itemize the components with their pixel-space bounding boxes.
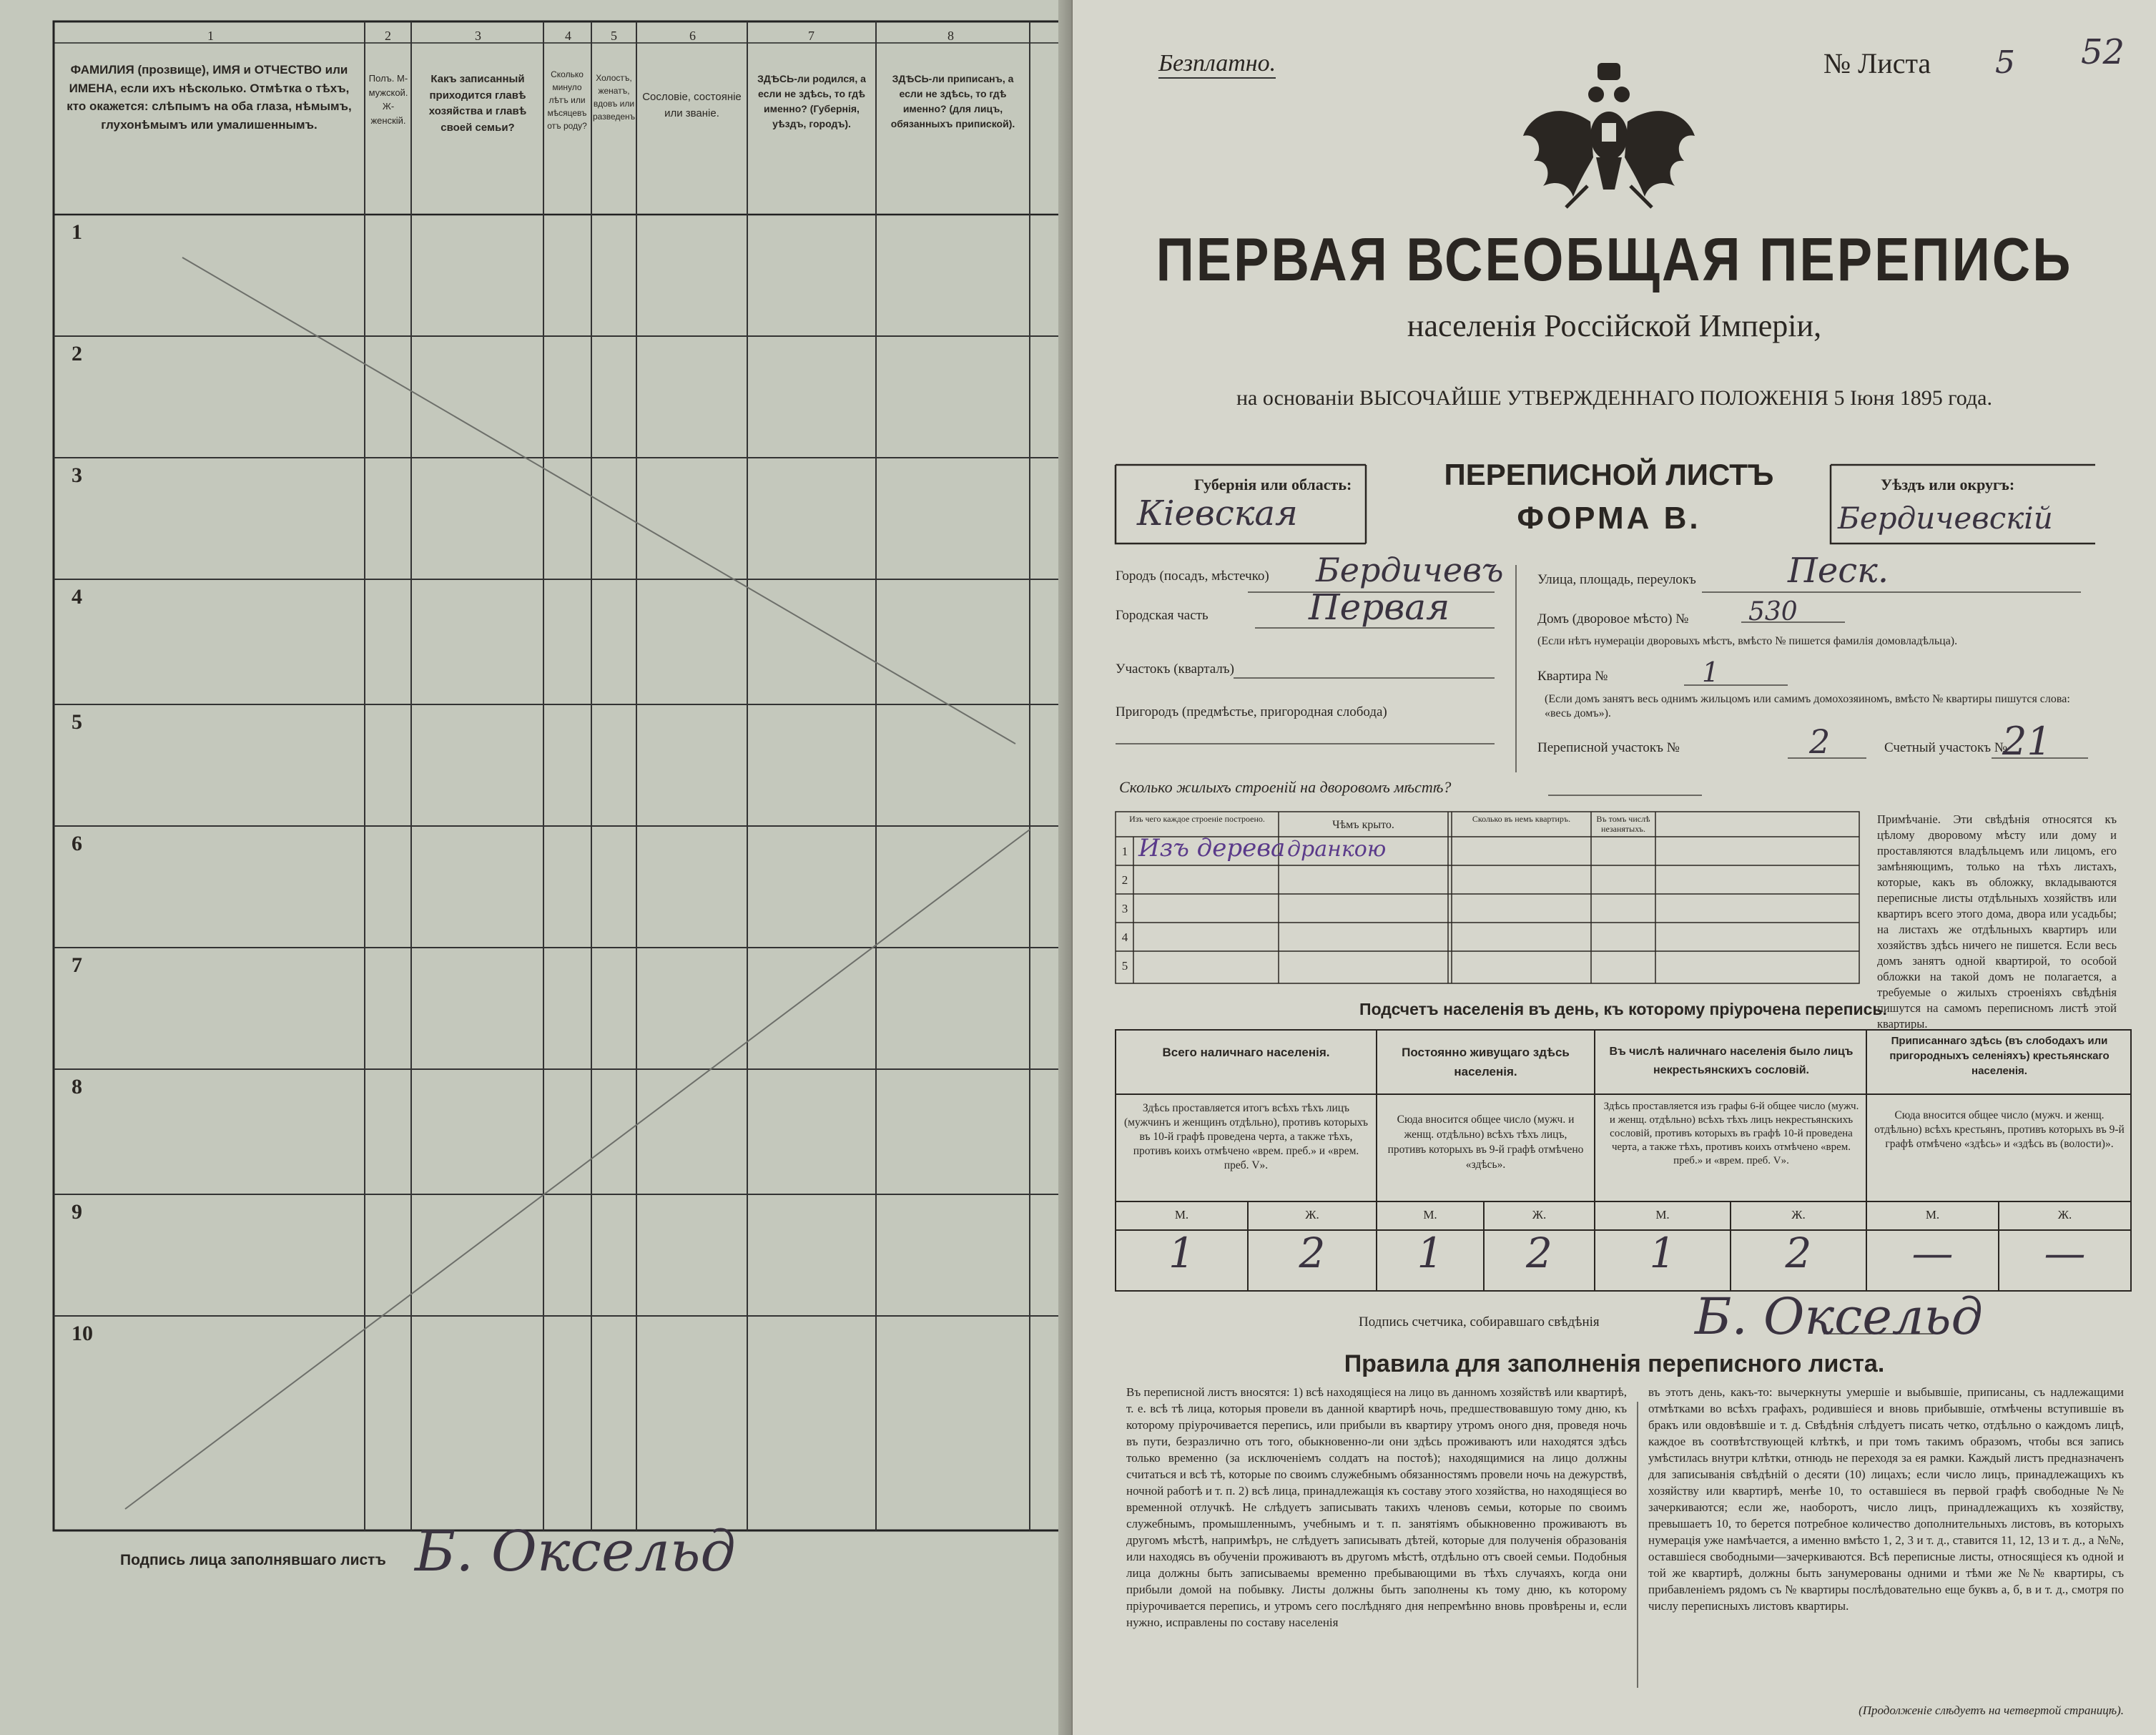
column-number: 8 xyxy=(947,29,954,43)
gorod-label: Городъ (посадъ, мѣстечко) xyxy=(1116,569,1269,584)
mf-label: М. xyxy=(1174,1208,1189,1222)
mf-value: 2 xyxy=(1785,1229,1812,1277)
build-header: Въ томъ числѣ незанятыхъ. xyxy=(1596,814,1650,834)
header-registered: ЗДѢСЬ-ли приписанъ, а если не здѣсь, то гдѣ именно? (для лицъ, обязанныхъ припиской). xyxy=(890,73,1015,129)
uchastok-label: Участокъ (кварталъ) xyxy=(1116,662,1234,677)
left-page xyxy=(0,0,1073,1735)
build-roof: дранкою xyxy=(1287,837,1387,862)
form-title: ПЕРЕПИСНОЙ ЛИСТЪ xyxy=(1444,458,1774,491)
count-header: Приписаннаго здѣсь (въ слободахъ или пригородныхъ селеніяхъ) крестьянскаго населенія. xyxy=(1889,1035,2110,1077)
mf-label: Ж. xyxy=(1791,1208,1806,1222)
build-header: Изъ чего каждое строеніе построено. xyxy=(1129,814,1265,824)
left-grid xyxy=(0,0,1073,1735)
page-title: ПЕРВАЯ ВСЕОБЩАЯ ПЕРЕПИСЬ xyxy=(1156,225,2073,294)
header-marital: Холостъ, женатъ, вдовъ или разведенъ. xyxy=(593,73,638,122)
kvartira-note: (Если домъ занятъ весь однимъ жильцомъ или самимъ домохозяиномъ, вмѣсто № квартиры пишутся слова: «весь домъ»). xyxy=(1545,693,2070,719)
mf-value: 1 xyxy=(1417,1229,1444,1277)
stroeniya-question: Сколько жилыхъ строеній на дворовомъ мѣстѣ? xyxy=(1119,778,1452,796)
kvartira-value: 1 xyxy=(1702,657,1720,688)
row-number: 5 xyxy=(72,710,82,734)
schetny-value: 21 xyxy=(2002,719,2052,764)
count-header: Въ числѣ наличнаго населенія было лицъ некрестьянскихъ сословій. xyxy=(1609,1046,1854,1076)
row-number: 8 xyxy=(72,1075,82,1098)
column-number: 5 xyxy=(611,29,617,43)
mf-value: — xyxy=(1911,1229,1954,1277)
mf-value: 2 xyxy=(1526,1229,1552,1277)
row-number: 6 xyxy=(72,832,82,855)
mf-label: М. xyxy=(1925,1208,1940,1222)
column-number: 7 xyxy=(808,29,814,43)
build-row-number: 1 xyxy=(1121,845,1128,858)
mf-value: — xyxy=(2044,1229,2086,1277)
gorod-value: Бердичевъ xyxy=(1316,551,1504,589)
count-desc: Сюда вносится общее число (мужч. и женщ. отдѣльно) всѣхъ тѣхъ лицъ, противъ которыхъ въ 9-й графѣ отмѣчено «здѣсь». xyxy=(1387,1114,1584,1171)
build-header: Сколько въ немъ квартиръ. xyxy=(1472,814,1571,824)
mf-label: М. xyxy=(1423,1208,1437,1222)
sheet-label: № Листа xyxy=(1823,47,1931,79)
perepisnoy-value: 2 xyxy=(1809,722,1831,761)
row-number: 2 xyxy=(72,342,82,365)
header-estate: Сословіе, состояніе или званіе. xyxy=(642,91,742,119)
rules-continued: (Продолженіе слѣдуетъ на четвертой страницѣ). xyxy=(1859,1704,2124,1717)
mf-label: Ж. xyxy=(1305,1208,1319,1222)
build-header: Чѣмъ крыто. xyxy=(1332,819,1394,831)
column-number: 6 xyxy=(689,29,696,43)
form-name: ФОРМА В. xyxy=(1517,501,1701,536)
header-birthplace: ЗДѢСЬ-ли родился, а если не здѣсь, то гдѣ именно? (Губернія, уѣздъ, городъ). xyxy=(757,73,866,129)
count-header: Постоянно живущаго здѣсь населенія. xyxy=(1402,1046,1570,1079)
uezd-value: Бердичевскій xyxy=(1838,501,2053,536)
column-number: 2 xyxy=(385,29,391,43)
guberniya-label: Губернія или область: xyxy=(1194,476,1352,493)
page-subtitle: населенія Россійской Имперіи, xyxy=(1407,308,1822,343)
rules-right: въ этотъ день, какъ-то: вычеркнуты умершіе и выбывшіе, приписаны, съ надлежащими отмѣтками во всѣхъ графахъ, родившіеся и вновь прибывшіе, отмѣчены вступившіе въ бракъ или овдовѣвшіе и т. д. Свѣдѣнія слѣдуетъ писать четко, отдѣльно о каждомъ лицѣ, каждое въ соотвѣтствующей клѣткѣ, и при томъ такимъ образомъ, чтобы вся запись умѣстилась внутри клѣтки, отнюдь не переходя за ея рамки. Каждый листъ предназначенъ для записыванія свѣдѣній о десяти (10) лицахъ; если число лицъ, принадлежащихъ къ хозяйству или квартирѣ, менѣе 10, то оставшіеся въ первой графѣ свободные №№ зачеркиваются; если же, наоборотъ, число лицъ, принадлежащихъ къ хозяйству, превышаетъ 10, то берется потребное количество дополнительныхъ листовъ, въ которыхъ нумерація уже намѣчается, а именно вмѣсто 1, 2, 3 и т. д., ставится 11, 12, 13 и т. д., а №№, оставшіеся свободными—зачеркиваются. Всѣ переписные листы, относящіеся къ одной и той же квартирѣ, должны быть занумерованы одними и тѣми же №№ квартиры, съ прибавленіемъ рядомъ съ № квартиры послѣдовательно еще буквъ а, б, в и т. д., смотря по числу переписныхъ листовъ квартиры. xyxy=(1648,1385,2124,1613)
count-desc: Сюда вносится общее число (мужч. и женщ. отдѣльно) всѣхъ крестьянъ, противъ которыхъ въ 9-й графѣ отмѣчено «здѣсь» и «здѣсь въ (волости)». xyxy=(1874,1109,2125,1150)
mf-label: Ж. xyxy=(2057,1208,2072,1222)
mf-value: 2 xyxy=(1299,1229,1326,1277)
mf-value: 1 xyxy=(1168,1229,1195,1277)
rules-title: Правила для заполненія переписного листа. xyxy=(1344,1350,1885,1377)
schetny-label: Счетный участокъ № xyxy=(1884,740,2007,755)
build-row-number: 3 xyxy=(1121,902,1128,915)
ulitsa-label: Улица, площадь, переулокъ xyxy=(1537,572,1696,587)
row-number: 10 xyxy=(72,1322,93,1345)
counter-signature: Б. Оксельд xyxy=(1695,1287,1983,1346)
count-header: Всего наличнаго населенія. xyxy=(1162,1046,1330,1059)
signature-label: Подпись лица заполнявшаго листъ xyxy=(120,1552,386,1568)
count-desc: Здѣсь проставляется итогъ всѣхъ тѣхъ лицъ (мужчинъ и женщинъ отдѣльно), противъ которыхъ въ 10-й графѣ проведена черта, а также тѣхъ, противъ коихъ отмѣчено «врем. преб.» и «врем. преб. V». xyxy=(1124,1102,1368,1171)
chast-value: Первая xyxy=(1309,586,1450,628)
guberniya-value: Кіевская xyxy=(1137,493,1298,534)
sheet-number: 5 xyxy=(1995,44,2015,81)
row-number: 1 xyxy=(72,220,82,244)
emblem xyxy=(1523,63,1695,207)
header-age: Сколько минуло лѣтъ или мѣсяцевъ отъ роду? xyxy=(547,69,587,131)
header-relation: Какъ записанный приходится главѣ хозяйства и главѣ своей семьи? xyxy=(428,73,527,134)
count-title: Подсчетъ населенія въ день, къ которому пріурочена перепись. xyxy=(1359,1000,1887,1018)
uezd-label: Уѣздъ или округъ: xyxy=(1881,476,2015,493)
row-number: 7 xyxy=(72,953,82,977)
column-number: 1 xyxy=(207,29,214,43)
build-row-number: 4 xyxy=(1121,930,1128,944)
mf-label: Ж. xyxy=(1532,1208,1547,1222)
free-label: Безплатно. xyxy=(1158,50,1276,79)
header-name: ФАМИЛИЯ (прозвище), ИМЯ и ОТЧЕСТВО или ИМЕНА, если ихъ нѣсколько. Отмѣтка о тѣхъ, кто окажется: слѣпымъ на оба глаза, нѣмымъ, глухонѣмымъ или умалишеннымъ. xyxy=(67,63,352,132)
build-row-number: 5 xyxy=(1121,959,1128,973)
mf-label: М. xyxy=(1655,1208,1670,1222)
basis-line: на основаніи ВЫСОЧАЙШЕ УТВЕРЖДЕННАГО ПОЛОЖЕНІЯ 5 Іюня 1895 года. xyxy=(1236,386,1992,410)
right-page xyxy=(1073,0,2156,1735)
header-sex: Полъ. М-мужской. Ж-женскій. xyxy=(368,73,408,126)
corner-number: 52 xyxy=(2081,32,2125,72)
row-number: 3 xyxy=(72,463,82,487)
column-number: 4 xyxy=(565,29,571,43)
dom-value: 530 xyxy=(1748,597,1798,626)
kvartira-label: Квартира № xyxy=(1537,669,1608,684)
row-number: 9 xyxy=(72,1200,82,1224)
dom-label: Домъ (дворовое мѣсто) № xyxy=(1537,611,1689,626)
left-signature: Б. Оксельд xyxy=(415,1520,736,1584)
counter-sign-label: Подпись счетчика, собиравшаго свѣдѣнія xyxy=(1359,1314,1600,1329)
build-row-number: 2 xyxy=(1121,873,1128,887)
note: Примѣчаніе. Эти свѣдѣнія относятся къ цѣлому дворовому мѣсту или дому и проставляются владѣльцемъ или лицомъ, его замѣняющимъ, только на тѣхъ листахъ, которые, какъ въ обложку, вкладываются переписные листы отдѣльныхъ хозяйствъ или квартиръ всего этого дома, двора или усадьбы; на листахъ же отдѣльныхъ квартиръ или хозяйствъ здѣсь ничего не пишется. Если весь домъ занятъ одной квартирой, то особой обложки на такой домъ не полагается, а требуемые о жилыхъ строеніяхъ свѣдѣнія пишутся на самомъ переписномъ листѣ этой квартиры. xyxy=(1877,812,2117,1031)
build-material: Изъ дерева xyxy=(1138,834,1286,862)
column-number: 3 xyxy=(475,29,481,43)
rules-left: Въ переписной листъ вносятся: 1) всѣ находящіеся на лицо въ данномъ хозяйствѣ или квартирѣ, т. е. всѣ тѣ лица, которыя провели въ данной квартирѣ ночь, предшествовавшую тому дню, къ которому пріурочивается перепись, или прибыли въ квартиру утромъ оного дня, проведя ночь въ пути, безразлично отъ того, обыкновенно-ли они здѣсь проживаютъ или находятся здѣсь только временно (за исключеніемъ солдатъ на постоѣ); находящимися на лицо должны считаться и всѣ тѣ, которые по своимъ служебнымъ обязанностямъ провели ночь на дежурствѣ, ночной работѣ и т. п. 2) всѣ лица, принадлежащія къ составу этого хозяйства, но находящіеся во временной отлучкѣ. Не слѣдуетъ записывать такихъ членовъ семьи, которые по своимъ служебнымъ, промышленнымъ, учебнымъ и т. п. занятіямъ обыкновенно проживаютъ въ другомъ мѣстѣ, напримѣръ, не слѣдуетъ записывать дѣтей, которые для полученія образованія или находясь въ обученіи проживаютъ въ другомъ мѣстѣ, отдѣльно отъ своей семьи. Подобныя лица должны быть записываемы временно пребывающими въ тѣхъ случаяхъ, когда они прибыли домой на побывку. Листы должны быть заполнены къ тому дню, къ которому пріурочивается перепись, и утромъ сего послѣдняго дня непремѣнно вновь провѣрены и, если нужно, исправлены по составу населенія xyxy=(1126,1385,1627,1629)
dom-note: (Если нѣтъ нумераціи дворовыхъ мѣстъ, вмѣсто № пишется фамилія домовладѣльца). xyxy=(1537,635,1958,647)
row-number: 4 xyxy=(72,585,82,609)
prigorod-label: Пригородъ (предмѣстье, пригородная слобода) xyxy=(1116,704,1387,719)
ulitsa-value: Песк. xyxy=(1788,551,1889,591)
chast-label: Городская часть xyxy=(1116,608,1209,623)
perepisnoy-label: Переписной участокъ № xyxy=(1537,740,1680,755)
mf-value: 1 xyxy=(1649,1229,1676,1277)
count-desc: Здѣсь проставляется изъ графы 6-й общее число (мужч. и женщ. отдѣльно) всѣхъ тѣхъ лицъ некрестьянскихъ сословій, противъ которыхъ въ графѣ 10-й проведена черта, а также тѣхъ, противъ коихъ отмѣчено «врем. преб.» и «врем. преб. V». xyxy=(1603,1101,1859,1166)
